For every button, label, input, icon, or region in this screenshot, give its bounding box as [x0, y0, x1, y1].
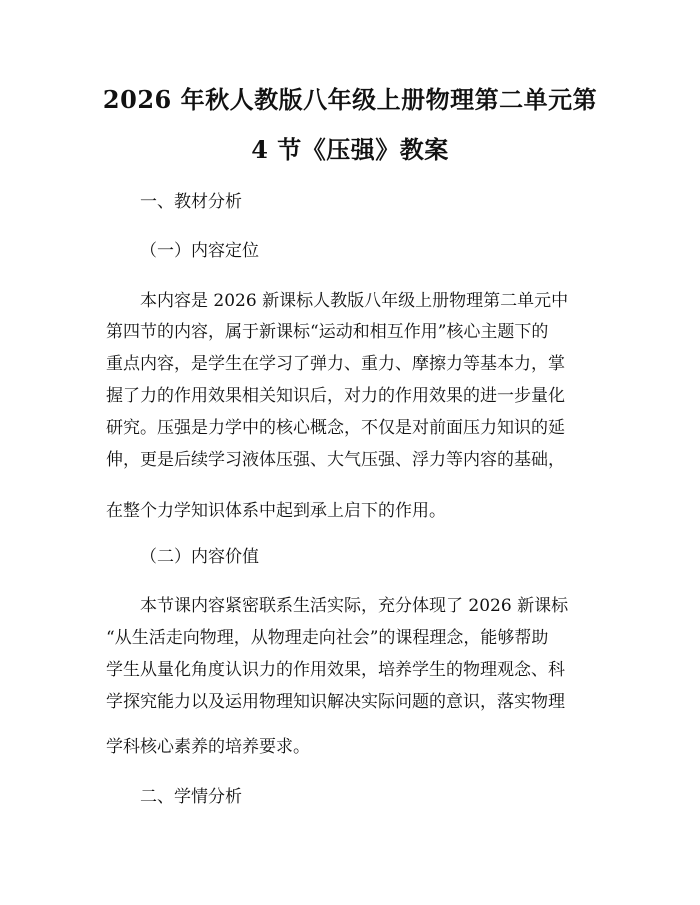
- document-title-line-2: 4 节《压强》教案: [251, 135, 449, 164]
- paragraph-line: 学探究能力以及运用物理知识解决实际问题的意识，落实物理: [106, 692, 565, 712]
- section-heading-textbook-analysis: 一、教材分析: [140, 192, 242, 212]
- paragraph-line: 本内容是 2026 新课标人教版八年级上册物理第二单元中: [140, 291, 569, 311]
- subsection-heading-content-value: （二）内容价值: [140, 547, 259, 567]
- paragraph-line: 伸，更是后续学习液体压强、大气压强、浮力等内容的基础，: [106, 450, 565, 470]
- subsection-heading-content-positioning: （一）内容定位: [140, 241, 259, 261]
- paragraph-line: 第四节的内容，属于新课标“运动和相互作用”核心主题下的: [106, 322, 549, 342]
- paragraph-line: 本节课内容紧密联系生活实际，充分体现了 2026 新课标: [140, 596, 569, 616]
- document-title-line-1: 2026 年秋人教版八年级上册物理第二单元第: [102, 85, 598, 114]
- paragraph-line: 握了力的作用效果相关知识后，对力的作用效果的进一步量化: [106, 386, 565, 406]
- paragraph-line: 研究。压强是力学中的核心概念，不仅是对前面压力知识的延: [106, 418, 565, 438]
- paragraph-line: “从生活走向物理，从物理走向社会”的课程理念，能够帮助: [106, 628, 549, 648]
- paragraph-line: 重点内容，是学生在学习了弹力、重力、摩擦力等基本力，掌: [106, 354, 565, 374]
- paragraph-line: 学科核心素养的培养要求。: [106, 737, 310, 757]
- paragraph-line: 学生从量化角度认识力的作用效果，培养学生的物理观念、科: [106, 660, 565, 680]
- section-heading-student-analysis: 二、学情分析: [140, 787, 242, 807]
- paragraph-line: 在整个力学知识体系中起到承上启下的作用。: [106, 501, 446, 521]
